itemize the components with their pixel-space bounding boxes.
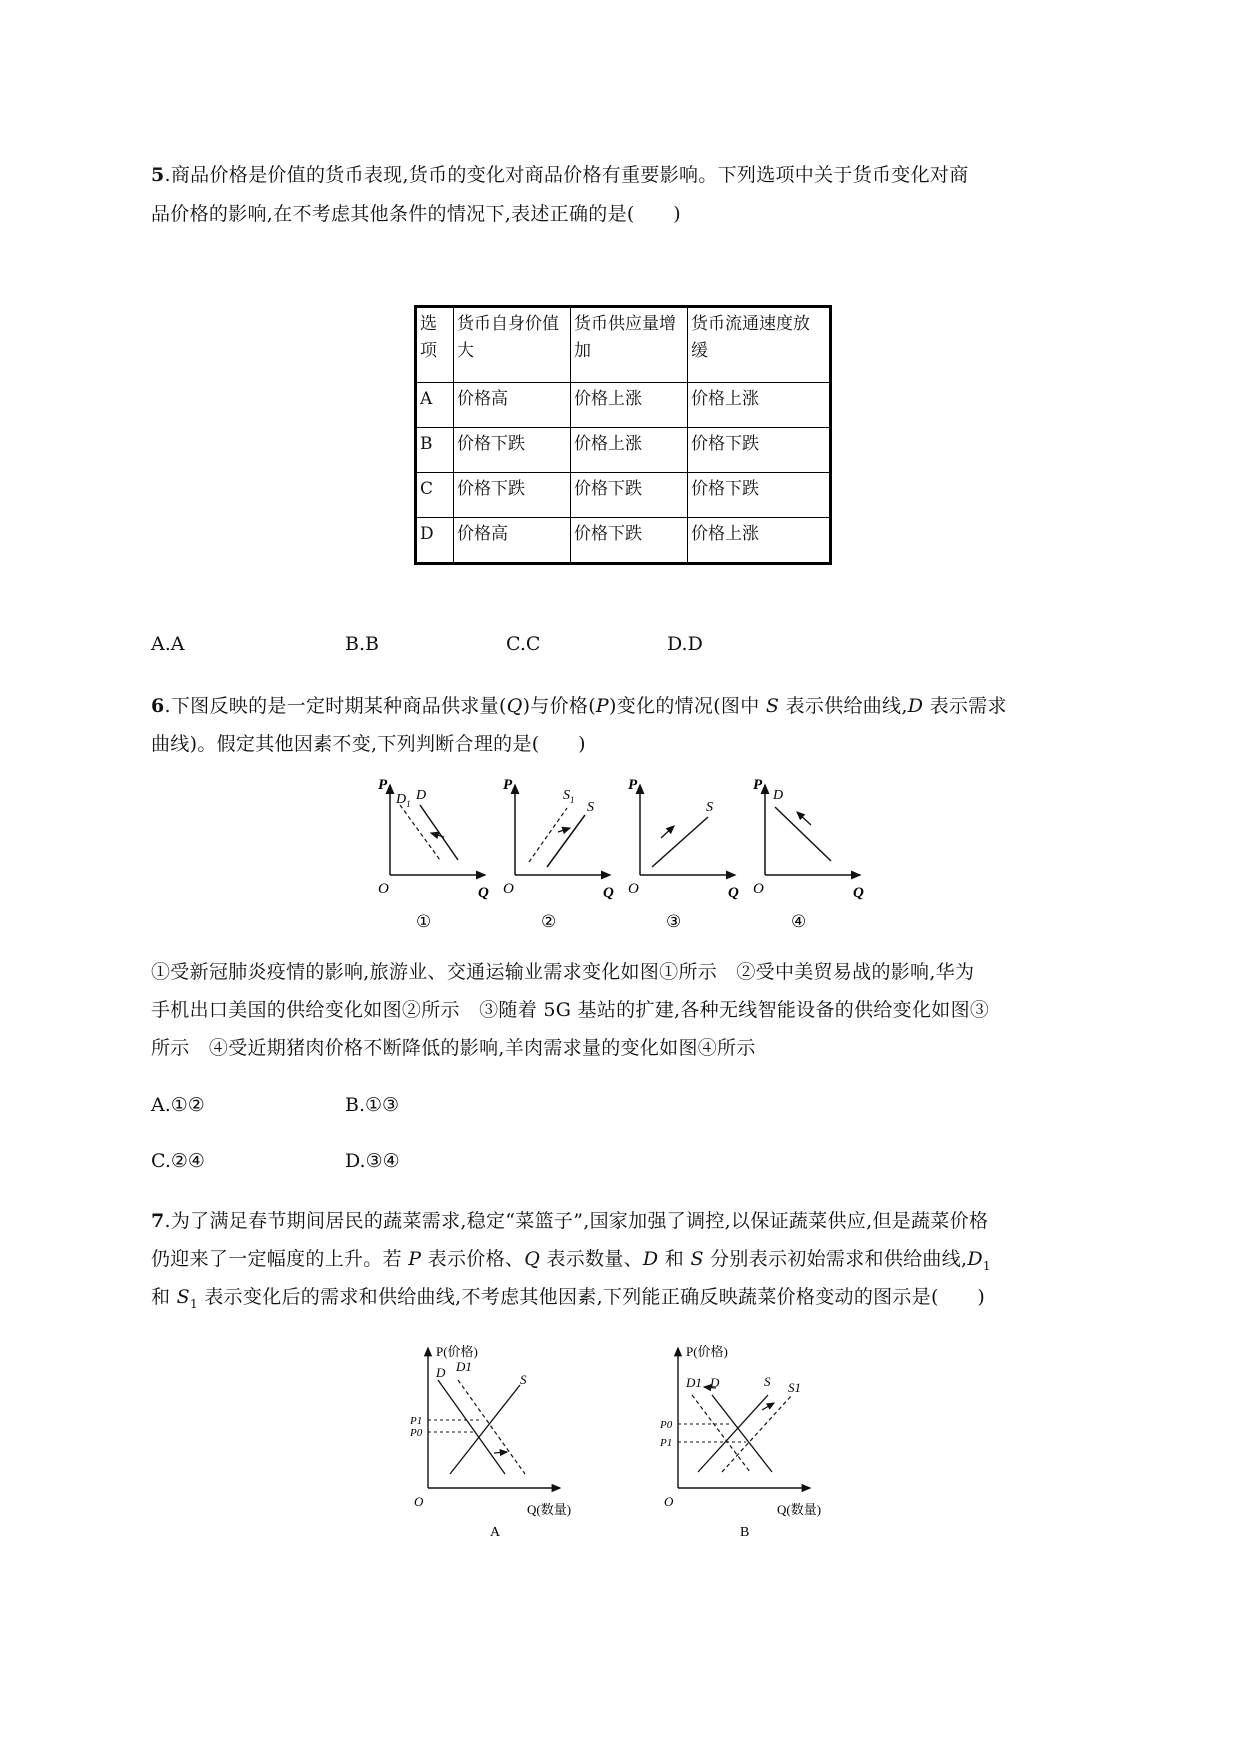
q6-option-c[interactable]: C.②④ — [151, 1150, 205, 1172]
q6-var-p: P — [595, 695, 609, 717]
q6-number: 6 — [151, 695, 165, 717]
table-cell: 价格高 — [454, 383, 571, 428]
table-row — [416, 473, 831, 518]
price-label: P0 — [660, 1419, 673, 1431]
q7-panel-b — [659, 1344, 821, 1540]
curve-label-s1: $S_1$ — [563, 788, 575, 805]
q7-subscript: 1 — [189, 1296, 198, 1311]
q7-subscript: 1 — [982, 1258, 991, 1273]
q7-var-p: P — [408, 1248, 422, 1270]
table-cell: 价格下跌 — [454, 428, 571, 473]
price-label: P1 — [660, 1437, 673, 1449]
q7-var-d1: D — [967, 1248, 983, 1270]
demand-curve-d1 — [400, 805, 440, 860]
supply-curve-s — [450, 1385, 520, 1474]
supply-curve-s1 — [529, 808, 567, 862]
table-row — [416, 428, 831, 473]
table-cell: D — [416, 518, 454, 564]
q5-line-1 — [151, 160, 969, 187]
table-cell: 价格下跌 — [688, 473, 831, 518]
curve-label: D — [436, 1365, 446, 1380]
q5-number: 5 — [151, 164, 165, 186]
q7-line-2 — [151, 1244, 991, 1273]
demand-curve-d — [420, 805, 458, 860]
curve-label: D1 — [686, 1375, 702, 1390]
table-cell: 价格下跌 — [688, 428, 831, 473]
q5-line-2: 品价格的影响,在不考虑其他条件的情况下,表述正确的是( ) — [151, 203, 681, 225]
table-cell: 价格上涨 — [571, 383, 688, 428]
table-cell: 价格上涨 — [688, 383, 831, 428]
q6-statement-1: ①受新冠肺炎疫情的影响,旅游业、交通运输业需求变化如图①所示 ②受中美贸易战的影响,华为 — [151, 961, 975, 983]
table-row — [416, 518, 831, 564]
shift-arrow — [431, 833, 444, 837]
q7-stem-text: 和 — [151, 1286, 177, 1308]
q6-statement-2: 手机出口美国的供给变化如图②所示 ③随着 5G 基站的扩建,各种无线智能设备的供给变化如图③ — [151, 999, 990, 1021]
q7-stem-text: 表示价格、 — [421, 1248, 525, 1270]
q6-panel-4 — [753, 777, 864, 931]
q6-panel-1 — [378, 777, 489, 931]
origin-label: O — [414, 1494, 424, 1509]
table-cell: 价格下跌 — [571, 518, 688, 564]
panel-caption: B — [740, 1525, 750, 1540]
q6-panel-3 — [628, 777, 739, 931]
q6-option-a[interactable]: A.①② — [151, 1094, 205, 1116]
movement-arrow — [797, 812, 811, 825]
axis-label-q: Q — [853, 885, 864, 901]
q6-stem-text: 表示供给曲线, — [779, 695, 908, 717]
origin-label: O — [664, 1494, 674, 1509]
q7-var-q: Q — [524, 1248, 541, 1270]
panel-caption: ② — [541, 912, 557, 931]
q7-stem-text: 表示数量、 — [540, 1248, 643, 1270]
table-cell: A — [416, 383, 454, 428]
q5-option-b[interactable]: B.B — [345, 633, 379, 655]
curve-label-d1: $D_1$ — [396, 792, 411, 809]
q6-panel-2 — [503, 777, 614, 931]
curve-label: D1 — [456, 1359, 472, 1374]
q7-var-s: S — [690, 1248, 704, 1270]
q7-number: 7 — [151, 1210, 165, 1232]
table-cell: 价格上涨 — [571, 428, 688, 473]
q7-var-s1: S — [176, 1286, 190, 1308]
demand-curve-d1 — [458, 1380, 525, 1474]
q7-stem-text: 分别表示初始需求和供给曲线, — [703, 1248, 968, 1270]
axis-label-q: Q — [728, 885, 739, 901]
q7-stem-text: 表示变化后的需求和供给曲线,不考虑其他因素,下列能正确反映蔬菜价格变动的图示是( ) — [197, 1286, 986, 1308]
panel-caption: ① — [416, 912, 432, 931]
shift-arrow — [494, 1452, 507, 1453]
axis-label-p: P — [503, 777, 513, 793]
q6-stem-text: .下图反映的是一定时期某种商品供求量( — [164, 695, 507, 717]
q7-stem-text: 和 — [658, 1248, 691, 1270]
q6-stem-text: 表示需求 — [923, 695, 1007, 717]
q5-table — [414, 305, 832, 565]
table-cell: B — [416, 428, 454, 473]
q6-line-2: 曲线)。假定其他因素不变,下列判断合理的是( ) — [151, 733, 586, 755]
price-label: P1 — [410, 1415, 423, 1427]
table-header-cell: 选项 — [416, 307, 454, 383]
demand-curve-d — [775, 807, 831, 861]
q6-var-d: D — [907, 695, 924, 717]
table-header-row — [416, 307, 831, 383]
q6-line-1 — [151, 691, 1007, 718]
axis-label-q: Q — [478, 885, 489, 901]
q7-var-d: D — [642, 1248, 659, 1270]
axis-label-p: P — [628, 777, 638, 793]
supply-curve-s — [652, 817, 708, 867]
table-cell: 价格下跌 — [571, 473, 688, 518]
origin-label: O — [753, 881, 764, 897]
axis-label-y: P(价格) — [436, 1344, 478, 1359]
table-row — [416, 383, 831, 428]
axis-label-x: Q(数量) — [527, 1502, 572, 1517]
curve-label-s: S — [587, 800, 594, 815]
table-cell: C — [416, 473, 454, 518]
table-cell: 价格下跌 — [454, 473, 571, 518]
price-label: P0 — [410, 1427, 423, 1439]
q6-statement-3: 所示 ④受近期猪肉价格不断降低的影响,羊肉需求量的变化如图④所示 — [151, 1037, 756, 1059]
supply-curve-s — [547, 815, 585, 867]
q6-stem-text: )与价格( — [522, 695, 596, 717]
q7-line-3 — [151, 1282, 985, 1311]
q7-stem-1: .为了满足春节期间居民的蔬菜需求,稳定“菜篮子”,国家加强了调控,以保证蔬菜供应,但是蔬菜价格 — [164, 1210, 989, 1232]
curve-label-s: S — [706, 800, 713, 815]
demand-curve-d — [712, 1395, 772, 1472]
q6-option-b[interactable]: B.①③ — [345, 1094, 400, 1116]
q7-stem-text: 仍迎来了一定幅度的上升。若 — [151, 1248, 409, 1270]
q7-figure — [410, 1340, 850, 1540]
axis-label-y: P(价格) — [686, 1344, 728, 1359]
shift-arrow — [762, 1403, 774, 1410]
q7-line-1 — [151, 1206, 988, 1233]
q6-figure — [370, 775, 870, 935]
q6-var-s: S — [765, 695, 780, 717]
q7-panel-a — [409, 1344, 571, 1540]
curve-label-d: D — [773, 788, 784, 803]
q5-stem-1: .商品价格是价值的货币表现,货币的变化对商品价格有重要影响。下列选项中关于货币变化对商 — [164, 164, 969, 186]
table-cell: 价格上涨 — [688, 518, 831, 564]
origin-label: O — [378, 881, 389, 897]
axis-label-p: P — [753, 777, 763, 793]
shift-arrow — [558, 828, 570, 832]
q5-option-a[interactable]: A.A — [151, 633, 185, 655]
table-header-cell: 货币供应量增加 — [571, 307, 688, 383]
curve-label: S — [764, 1374, 771, 1389]
curve-label: S1 — [788, 1380, 801, 1395]
panel-caption: ③ — [666, 912, 682, 931]
table-header-cell: 货币自身价值大 — [454, 307, 571, 383]
q6-stem-text: )变化的情况(图中 — [609, 695, 766, 717]
axis-label-x: Q(数量) — [777, 1502, 822, 1517]
panel-caption: A — [490, 1525, 501, 1540]
table-cell: 价格高 — [454, 518, 571, 564]
curve-label-d: D — [416, 788, 427, 803]
origin-label: O — [503, 881, 514, 897]
table-header-cell: 货币流通速度放缓 — [688, 307, 831, 383]
demand-curve-d — [438, 1380, 505, 1474]
axis-label-p: P — [378, 777, 388, 793]
q5-option-c[interactable]: C.C — [506, 633, 541, 655]
q6-option-d[interactable]: D.③④ — [345, 1150, 400, 1172]
axis-label-q: Q — [603, 885, 614, 901]
curve-label: S — [520, 1372, 527, 1387]
q5-option-d[interactable]: D.D — [667, 633, 703, 655]
origin-label: O — [628, 881, 639, 897]
q6-var-q: Q — [506, 695, 523, 717]
movement-arrow — [661, 826, 674, 838]
curve-label: D — [710, 1375, 720, 1390]
panel-caption: ④ — [791, 912, 807, 931]
